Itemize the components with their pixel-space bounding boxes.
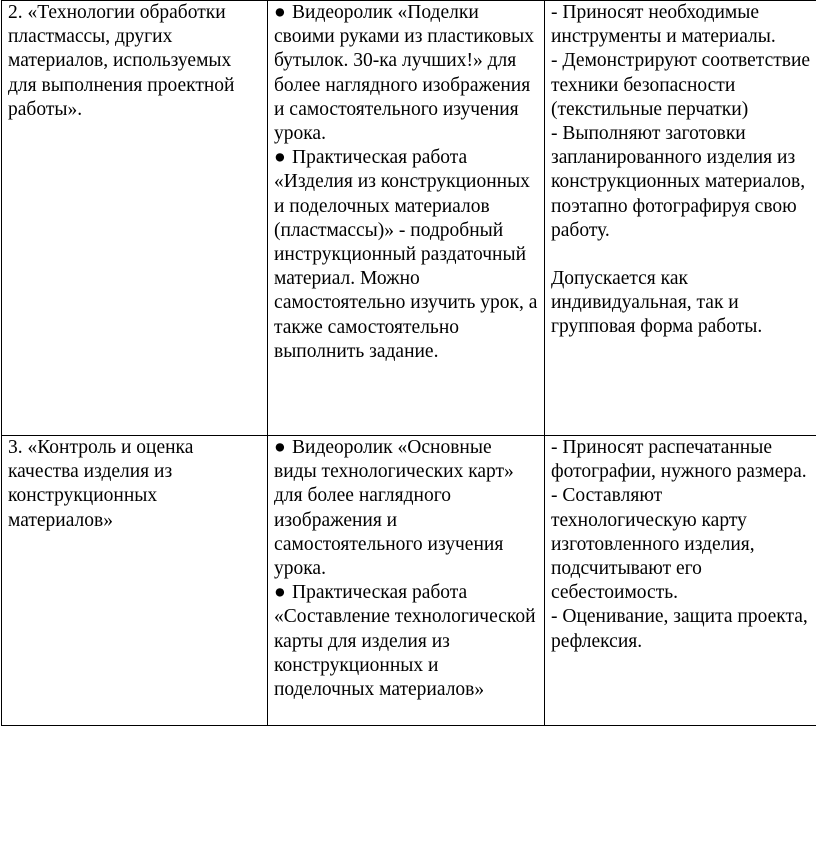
activities-cell: [545, 436, 816, 726]
resource-item: ● Видеоролик «Основные виды технологических карт» для более наглядного изображения и самостоятельного изучения урока.: [274, 437, 514, 580]
lesson-plan-table: [1, 0, 816, 726]
topic-cell: [2, 1, 268, 436]
topic-cell: [2, 436, 268, 726]
activity-item: - Оценивание, защита проекта, рефлексия.: [551, 606, 808, 652]
resource-item: ● Практическая работа «Составление технологической карты для изделия из конструкционных и поделочных материалов»: [274, 582, 536, 701]
bullet-icon: ●: [274, 2, 286, 23]
table-row: [2, 1, 816, 436]
activity-note: Допускается как индивидуальная, так и групповая форма работы.: [551, 268, 763, 338]
bullet-icon: ●: [274, 147, 286, 169]
bullet-icon: ●: [274, 582, 286, 604]
activity-item: - Приносят необходимые инструменты и материалы.: [551, 2, 776, 48]
activity-item: - Приносят распечатанные фотографии, нужного размера.: [551, 437, 807, 483]
activity-item: - Демонстрируют соответствие техники безопасности (текстильные перчатки): [551, 50, 811, 120]
activities-cell: [545, 1, 816, 436]
resource-item: ● Видеоролик «Поделки своими руками из пластиковых бутылок. 30-ка лучших!» для более наглядного изображения и самостоятельного изучения урока.: [274, 2, 535, 145]
resources-cell: [268, 1, 545, 436]
topic-text: 3. «Контроль и оценка качества изделия из конструкционных материалов»: [8, 437, 194, 531]
spacer: [551, 243, 812, 267]
resources-cell: [268, 436, 545, 726]
bullet-icon: ●: [274, 437, 286, 458]
resource-item: ● Практическая работа «Изделия из конструкционных и поделочных материалов (пластмассы)» - подробный инструкционный раздаточный материал. Можно самостоятельно изучить урок, а также самостоятельно выполнить задание.: [274, 147, 538, 362]
activity-item: - Выполняют заготовки запланированного изделия из конструкционных материалов, поэтапно фотографируя свою работу.: [551, 123, 806, 241]
activity-item: - Составляют технологическую карту изготовленного изделия, подсчитывают его себестоимость.: [551, 485, 755, 604]
table-row: [2, 436, 816, 726]
topic-text: 2. «Технологии обработки пластмассы, других материалов, используемых для выполнения проектной работы».: [8, 2, 235, 120]
